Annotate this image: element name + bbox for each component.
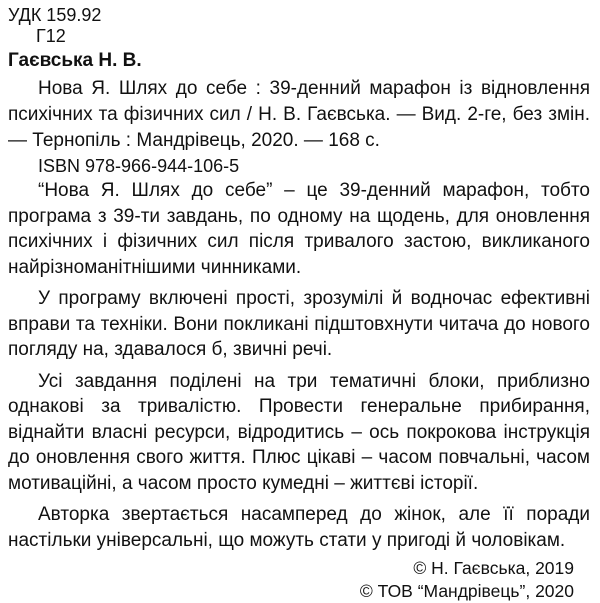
annotation-paragraph: Усі завдання поділені на три тематичні блоки, приблизно однакові за тривалістю. Провести генеральне прибирання, віднайти власні ресурси, відродитись – ось покрокова інструкція до оновлення свого життя. Плюс цікаві – часом повчальні, часом мотиваційні, а часом просто кумедні – життєві історії. xyxy=(8,370,590,494)
isbn: ISBN 978-966-944-106-5 xyxy=(38,156,240,176)
udc-code: УДК 159.92 xyxy=(8,5,102,25)
copyright-author: © Н. Гаєвська, 2019 xyxy=(413,558,574,578)
copyright-publisher: © ТОВ “Мандрівець”, 2020 xyxy=(359,581,574,601)
bibliographic-description: Нова Я. Шлях до себе : 39-денний марафон із відновлення психічних та фізичних сил / Н. В. Гаєвська. — Вид. 2-ге, без змін. — Тернопіль : Мандрівець, 2020. — 168 с. xyxy=(8,78,590,151)
annotation-paragraph: У програму включені прості, зрозумілі й водночас ефективні вправи та техніки. Вони покликані підштовхнути читача до нового погляду на, здавалося б, звичні речі. xyxy=(8,288,590,360)
author-heading: Гаєвська Н. В. xyxy=(8,50,142,71)
annotation-paragraph: “Нова Я. Шлях до себе” – це 39-денний марафон, тобто програма з 39-ти завдань, по одному на щодень, для оновлення психічних і фізичних сил після тривалого застою, викликаного найрізноманітнішими чинниками. xyxy=(8,180,590,278)
annotation xyxy=(8,178,590,553)
copyright-block xyxy=(8,557,590,603)
annotation-paragraph: Авторка звертається насамперед до жінок, але її поради настільки універсальні, що можуть стати у пригоді й чоловікам. xyxy=(8,504,590,551)
author-index: Г12 xyxy=(36,26,66,46)
